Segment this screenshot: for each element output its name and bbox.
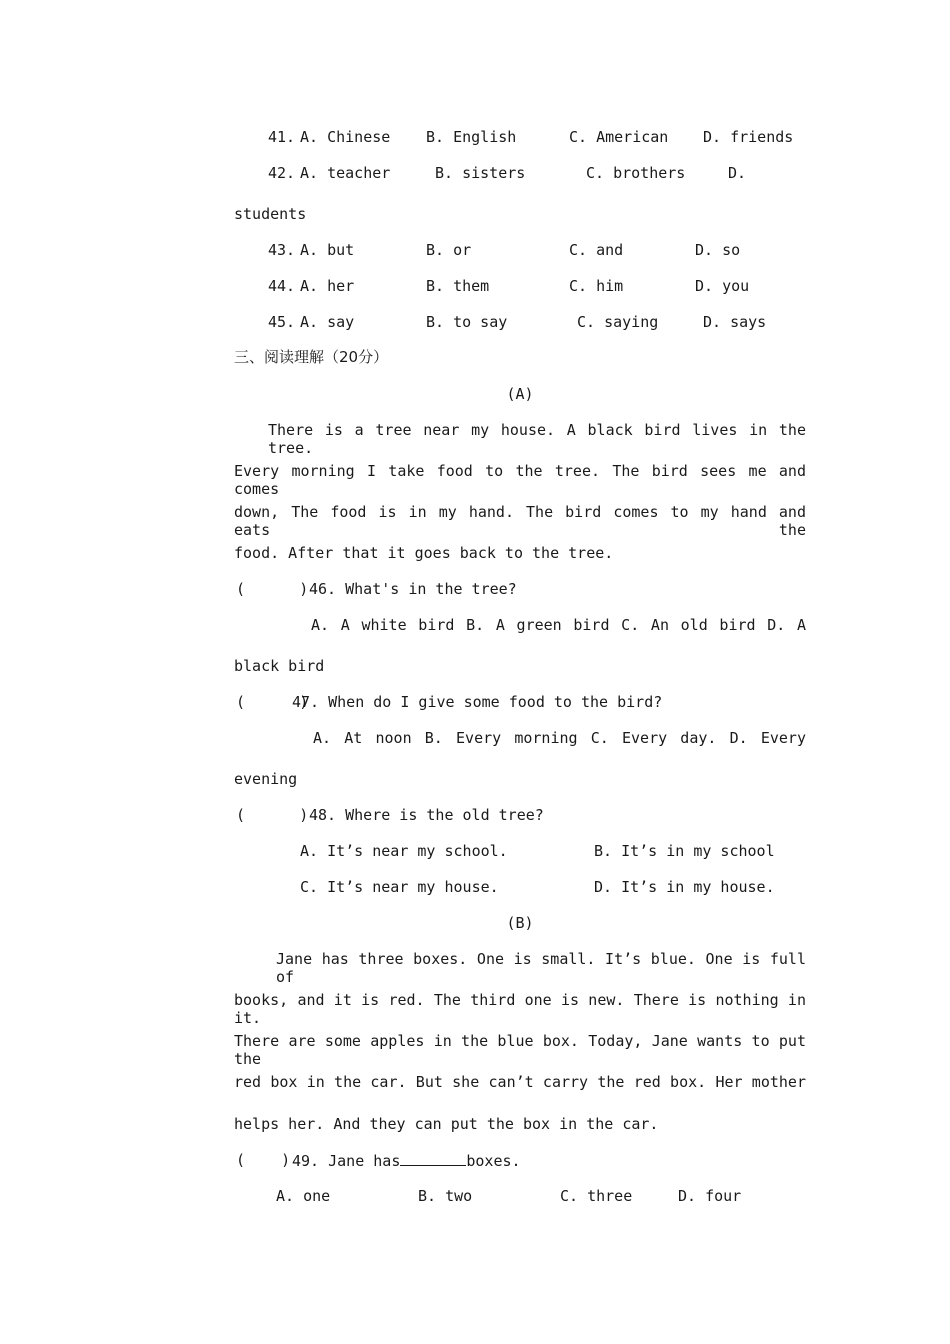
q44-option-b: B. them <box>426 277 490 295</box>
q49-option-d: D. four <box>678 1187 742 1205</box>
q45-option-d: D. says <box>703 313 767 331</box>
q41-number: 41. <box>268 128 296 146</box>
q46-options: A. A white bird B. A green bird C. An old bird D. A <box>311 616 806 634</box>
q42-option-d-continued: students <box>234 205 307 223</box>
passage-a-line-4: food. After that it goes back to the tree. <box>234 544 614 562</box>
passage-b-heading: (B) <box>506 914 534 932</box>
q41-option-a: A. Chinese <box>300 128 391 146</box>
passage-a-line-1: There is a tree near my house. A black bird lives in the tree. <box>268 421 806 457</box>
passage-b-line-4: red box in the car. But she can’t carry the red box. Her mother <box>234 1073 806 1091</box>
q46-answer-paren: ( ) <box>236 580 309 598</box>
q44-option-d: D. you <box>695 277 750 295</box>
q45-option-c: C. saying <box>577 313 659 331</box>
q42-option-a: A. teacher <box>300 164 391 182</box>
section-title: 三、阅读理解（20分） <box>234 348 389 366</box>
q49-stem-after: boxes. <box>466 1152 521 1170</box>
passage-b-line-1: Jane has three boxes. One is small. It’s blue. One is full of <box>276 950 806 986</box>
q47-options-continued: evening <box>234 770 298 788</box>
q48-option-d: D. It’s in my house. <box>594 878 775 896</box>
q43-number: 43. <box>268 241 296 259</box>
q47-answer-paren: ( ) <box>236 693 309 711</box>
passage-b-line-5: helps her. And they can put the box in the car. <box>234 1115 659 1133</box>
q46-stem: 46. What's in the tree? <box>309 580 517 598</box>
q48-option-c: C. It’s near my house. <box>300 878 499 896</box>
q41-option-c: C. American <box>569 128 669 146</box>
q49-stem <box>292 1151 521 1170</box>
q46-options-continued: black bird <box>234 657 325 675</box>
q49-option-c: C. three <box>560 1187 633 1205</box>
passage-b-line-3: There are some apples in the blue box. Today, Jane wants to put the <box>234 1032 806 1068</box>
q41-option-b: B. English <box>426 128 517 146</box>
q42-number: 42. <box>268 164 296 182</box>
q49-answer-paren: ( ) <box>236 1151 291 1169</box>
q45-option-b: B. to say <box>426 313 508 331</box>
q47-options: A. At noon B. Every morning C. Every day. D. Every <box>313 729 806 747</box>
passage-a-heading: (A) <box>506 385 534 403</box>
q41-option-d: D. friends <box>703 128 794 146</box>
passage-a-line-3: down, The food is in my hand. The bird comes to my hand and eats the <box>234 503 806 539</box>
passage-a-line-2: Every morning I take food to the tree. The bird sees me and comes <box>234 462 806 498</box>
q49-stem-before: 49. Jane has <box>292 1152 401 1170</box>
q44-number: 44. <box>268 277 296 295</box>
q48-stem: 48. Where is the old tree? <box>309 806 544 824</box>
q47-stem: 47. When do I give some food to the bird? <box>292 693 663 711</box>
q43-option-a: A. but <box>300 241 355 259</box>
q43-option-d: D. so <box>695 241 741 259</box>
q42-option-b: B. sisters <box>435 164 526 182</box>
q43-option-c: C. and <box>569 241 624 259</box>
q43-option-b: B. or <box>426 241 472 259</box>
q42-option-d: D. <box>728 164 747 182</box>
q44-option-a: A. her <box>300 277 355 295</box>
q49-answer-blank[interactable] <box>400 1151 466 1166</box>
q48-option-b: B. It’s in my school <box>594 842 775 860</box>
q45-option-a: A. say <box>300 313 355 331</box>
q49-option-a: A. one <box>276 1187 331 1205</box>
q45-number: 45. <box>268 313 296 331</box>
q44-option-c: C. him <box>569 277 624 295</box>
q48-answer-paren: ( ) <box>236 806 309 824</box>
q48-option-a: A. It’s near my school. <box>300 842 508 860</box>
passage-b-line-2: books, and it is red. The third one is new. There is nothing in it. <box>234 991 806 1027</box>
q42-option-c: C. brothers <box>586 164 686 182</box>
q49-option-b: B. two <box>418 1187 473 1205</box>
